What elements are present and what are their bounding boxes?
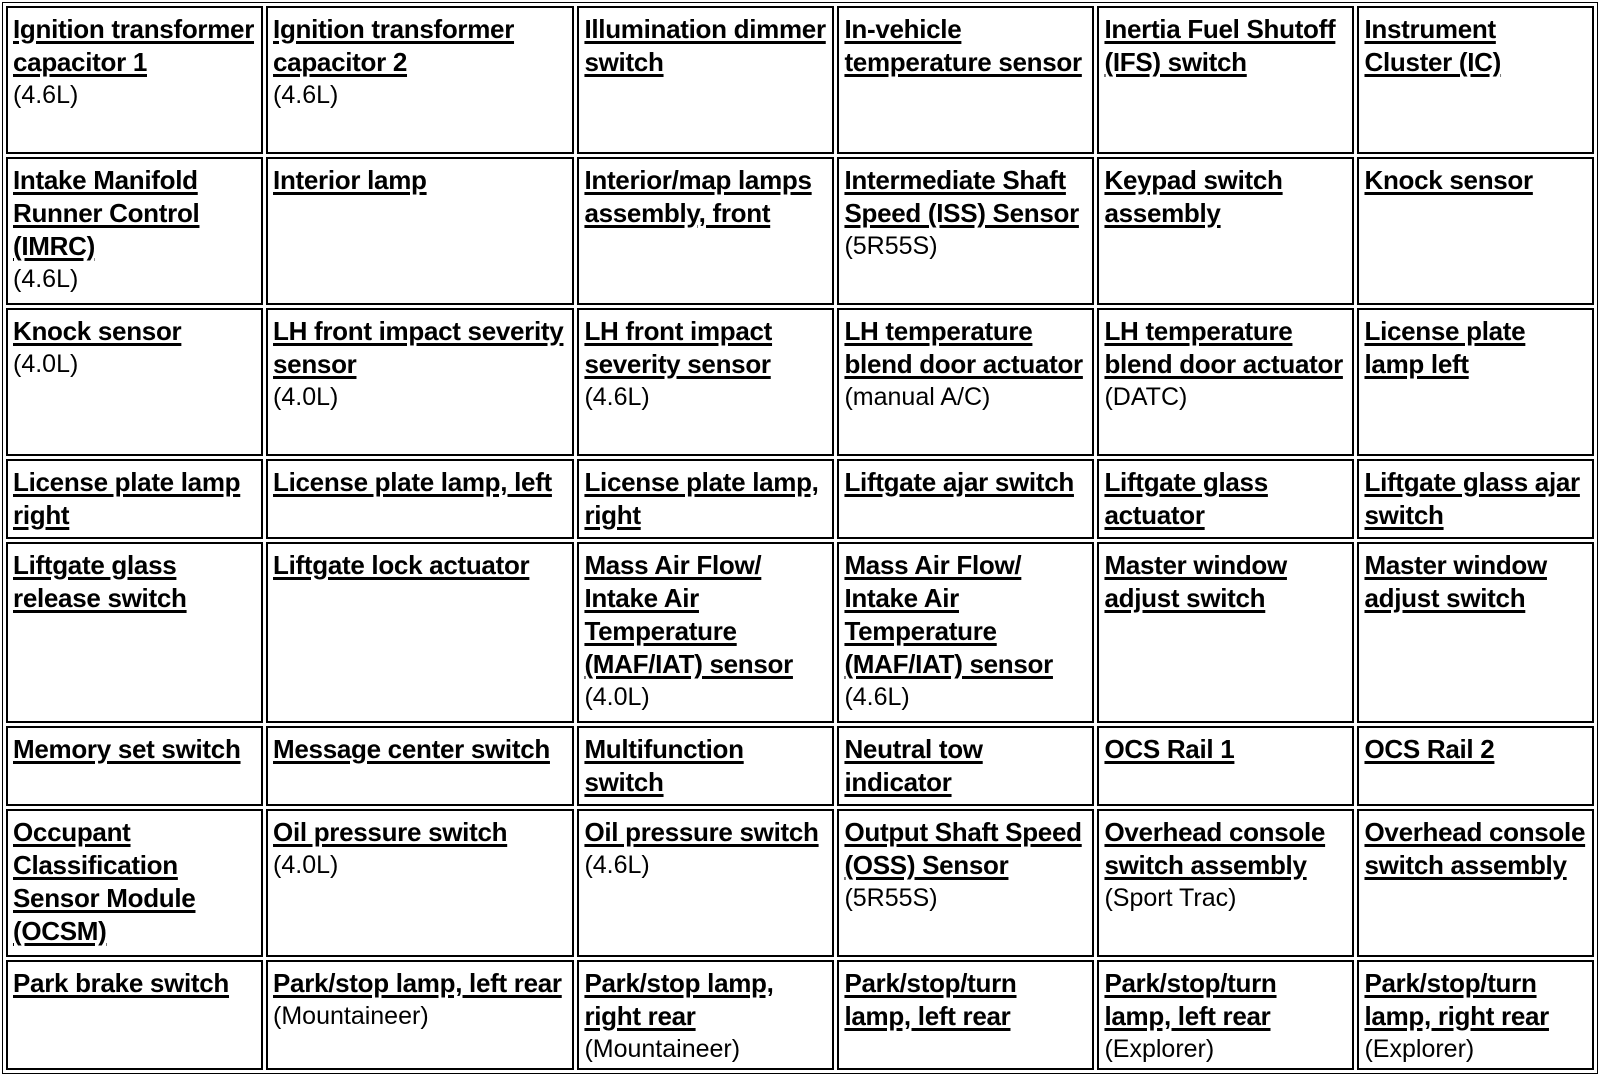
table-cell [1097, 308, 1354, 456]
table-row [6, 459, 1594, 539]
component-link[interactable]: Output Shaft Speed (OSS) Sensor [844, 817, 1082, 880]
component-variant-note: (Mountaineer) [584, 1035, 741, 1063]
table-cell [1357, 6, 1594, 154]
table-cell [837, 809, 1094, 957]
component-link[interactable]: LH front impact severity sensor [584, 316, 773, 379]
component-link[interactable]: Park/stop/turn lamp, right rear [1364, 968, 1549, 1031]
component-link[interactable]: Park/stop lamp, right rear [584, 968, 774, 1031]
component-variant-note: (4.6L) [844, 683, 910, 711]
component-link[interactable]: OCS Rail 2 [1364, 734, 1495, 764]
component-link[interactable]: Liftgate glass ajar switch [1364, 467, 1580, 530]
table-cell [266, 6, 574, 154]
table-cell [577, 542, 834, 723]
table-row [6, 308, 1594, 456]
table-cell [6, 6, 263, 154]
component-variant-note: (4.6L) [13, 265, 79, 293]
table-row [6, 6, 1594, 154]
table-cell [6, 960, 263, 1070]
component-link[interactable]: Overhead console switch assembly [1104, 817, 1326, 880]
table-cell [1097, 542, 1354, 723]
component-variant-note: (4.0L) [584, 683, 650, 711]
table-row [6, 726, 1594, 806]
table-cell [6, 726, 263, 806]
component-link[interactable]: License plate lamp left [1364, 316, 1526, 379]
table-cell [577, 726, 834, 806]
table-cell [1097, 459, 1354, 539]
table-cell [577, 6, 834, 154]
component-link[interactable]: Memory set switch [13, 734, 241, 764]
component-variant-note: (4.6L) [584, 383, 650, 411]
table-cell [1097, 6, 1354, 154]
table-cell [577, 459, 834, 539]
table-cell [266, 809, 574, 957]
component-link[interactable]: Interior lamp [273, 165, 427, 195]
component-link[interactable]: Multifunction switch [584, 734, 744, 797]
component-link[interactable]: License plate lamp right [13, 467, 241, 530]
component-link[interactable]: Knock sensor [1364, 165, 1533, 195]
table-cell [837, 459, 1094, 539]
component-link[interactable]: OCS Rail 1 [1104, 734, 1235, 764]
component-variant-note: (4.0L) [273, 851, 339, 879]
component-link[interactable]: Message center switch [273, 734, 550, 764]
table-cell [266, 726, 574, 806]
component-link[interactable]: Ignition transformer capacitor 1 [13, 14, 255, 77]
component-link[interactable]: License plate lamp, right [584, 467, 819, 530]
component-link[interactable]: License plate lamp, left [273, 467, 552, 497]
component-variant-note: (4.6L) [273, 81, 339, 109]
component-link[interactable]: Liftgate glass release switch [13, 550, 187, 613]
component-link[interactable]: Intake Manifold Runner Control (IMRC) [13, 165, 200, 261]
table-cell [266, 308, 574, 456]
table-cell [266, 157, 574, 305]
table-cell [1357, 308, 1594, 456]
component-link[interactable]: Park brake switch [13, 968, 230, 998]
table-cell [837, 726, 1094, 806]
component-index-body [6, 6, 1594, 1070]
table-cell [1097, 726, 1354, 806]
table-cell [1357, 960, 1594, 1070]
table-cell [6, 157, 263, 305]
component-link[interactable]: Park/stop/turn lamp, left rear [1104, 968, 1277, 1031]
table-cell [6, 459, 263, 539]
table-cell [1097, 960, 1354, 1070]
component-link[interactable]: Park/stop/turn lamp, left rear [844, 968, 1017, 1031]
component-link[interactable]: Knock sensor [13, 316, 182, 346]
component-link[interactable]: Instrument Cluster (IC) [1364, 14, 1502, 77]
table-cell [577, 960, 834, 1070]
component-link[interactable]: Oil pressure switch [273, 817, 508, 847]
component-link[interactable]: LH front impact severity sensor [273, 316, 564, 379]
table-cell [837, 960, 1094, 1070]
component-link[interactable]: Overhead console switch assembly [1364, 817, 1586, 880]
component-link[interactable]: LH temperature blend door actuator [1104, 316, 1343, 379]
table-cell [1097, 809, 1354, 957]
component-variant-note: (5R55S) [844, 884, 938, 912]
component-variant-note: (Mountaineer) [273, 1002, 429, 1030]
component-link[interactable]: Park/stop lamp, left rear [273, 968, 562, 998]
component-link[interactable]: Master window adjust switch [1104, 550, 1287, 613]
table-cell [266, 542, 574, 723]
table-row [6, 542, 1594, 723]
component-link[interactable]: In-vehicle temperature sensor [844, 14, 1082, 77]
table-cell [837, 157, 1094, 305]
component-link[interactable]: Liftgate ajar switch [844, 467, 1074, 497]
table-cell [6, 308, 263, 456]
component-link[interactable]: Intermediate Shaft Speed (ISS) Sensor [844, 165, 1079, 228]
table-cell [577, 308, 834, 456]
table-cell [1357, 726, 1594, 806]
table-cell [577, 809, 834, 957]
table-cell [266, 960, 574, 1070]
table-cell [577, 157, 834, 305]
component-variant-note: (4.6L) [13, 81, 79, 109]
table-cell [1357, 157, 1594, 305]
table-cell [6, 809, 263, 957]
table-row [6, 157, 1594, 305]
table-cell [1097, 157, 1354, 305]
component-link[interactable]: Liftgate lock actuator [273, 550, 530, 580]
component-link[interactable]: Interior/map lamps assembly, front [584, 165, 812, 228]
component-link[interactable]: LH temperature blend door actuator [844, 316, 1083, 379]
component-link[interactable]: Master window adjust switch [1364, 550, 1547, 613]
table-cell [6, 542, 263, 723]
table-cell [1357, 459, 1594, 539]
component-link[interactable]: Mass Air Flow/ Intake Air Temperature (MAF/IAT) sensor [844, 550, 1053, 679]
component-link[interactable]: Mass Air Flow/ Intake Air Temperature (MAF/IAT) sensor [584, 550, 793, 679]
component-variant-note: (Explorer) [1364, 1035, 1475, 1063]
table-cell [837, 542, 1094, 723]
component-variant-note: (4.0L) [13, 350, 79, 378]
component-variant-note: (5R55S) [844, 232, 938, 260]
component-link[interactable]: Neutral tow indicator [844, 734, 983, 797]
component-variant-note: (manual A/C) [844, 383, 991, 411]
component-link[interactable]: Oil pressure switch [584, 817, 819, 847]
component-link[interactable]: Inertia Fuel Shutoff (IFS) switch [1104, 14, 1336, 77]
component-link[interactable]: Ignition transformer capacitor 2 [273, 14, 515, 77]
component-variant-note: (Explorer) [1104, 1035, 1215, 1063]
component-variant-note: (DATC) [1104, 383, 1188, 411]
table-cell [266, 459, 574, 539]
component-link[interactable]: Illumination dimmer switch [584, 14, 826, 77]
component-variant-note: (4.0L) [273, 383, 339, 411]
table-cell [837, 6, 1094, 154]
component-link[interactable]: Occupant Classification Sensor Module (OCSM) [13, 817, 196, 946]
table-row [6, 809, 1594, 957]
component-link[interactable]: Keypad switch assembly [1104, 165, 1283, 228]
component-link[interactable]: Liftgate glass actuator [1104, 467, 1268, 530]
component-index-table [2, 2, 1598, 1074]
table-cell [1357, 809, 1594, 957]
table-row [6, 960, 1594, 1070]
component-variant-note: (4.6L) [584, 851, 650, 879]
component-variant-note: (Sport Trac) [1104, 884, 1237, 912]
table-cell [1357, 542, 1594, 723]
table-cell [837, 308, 1094, 456]
